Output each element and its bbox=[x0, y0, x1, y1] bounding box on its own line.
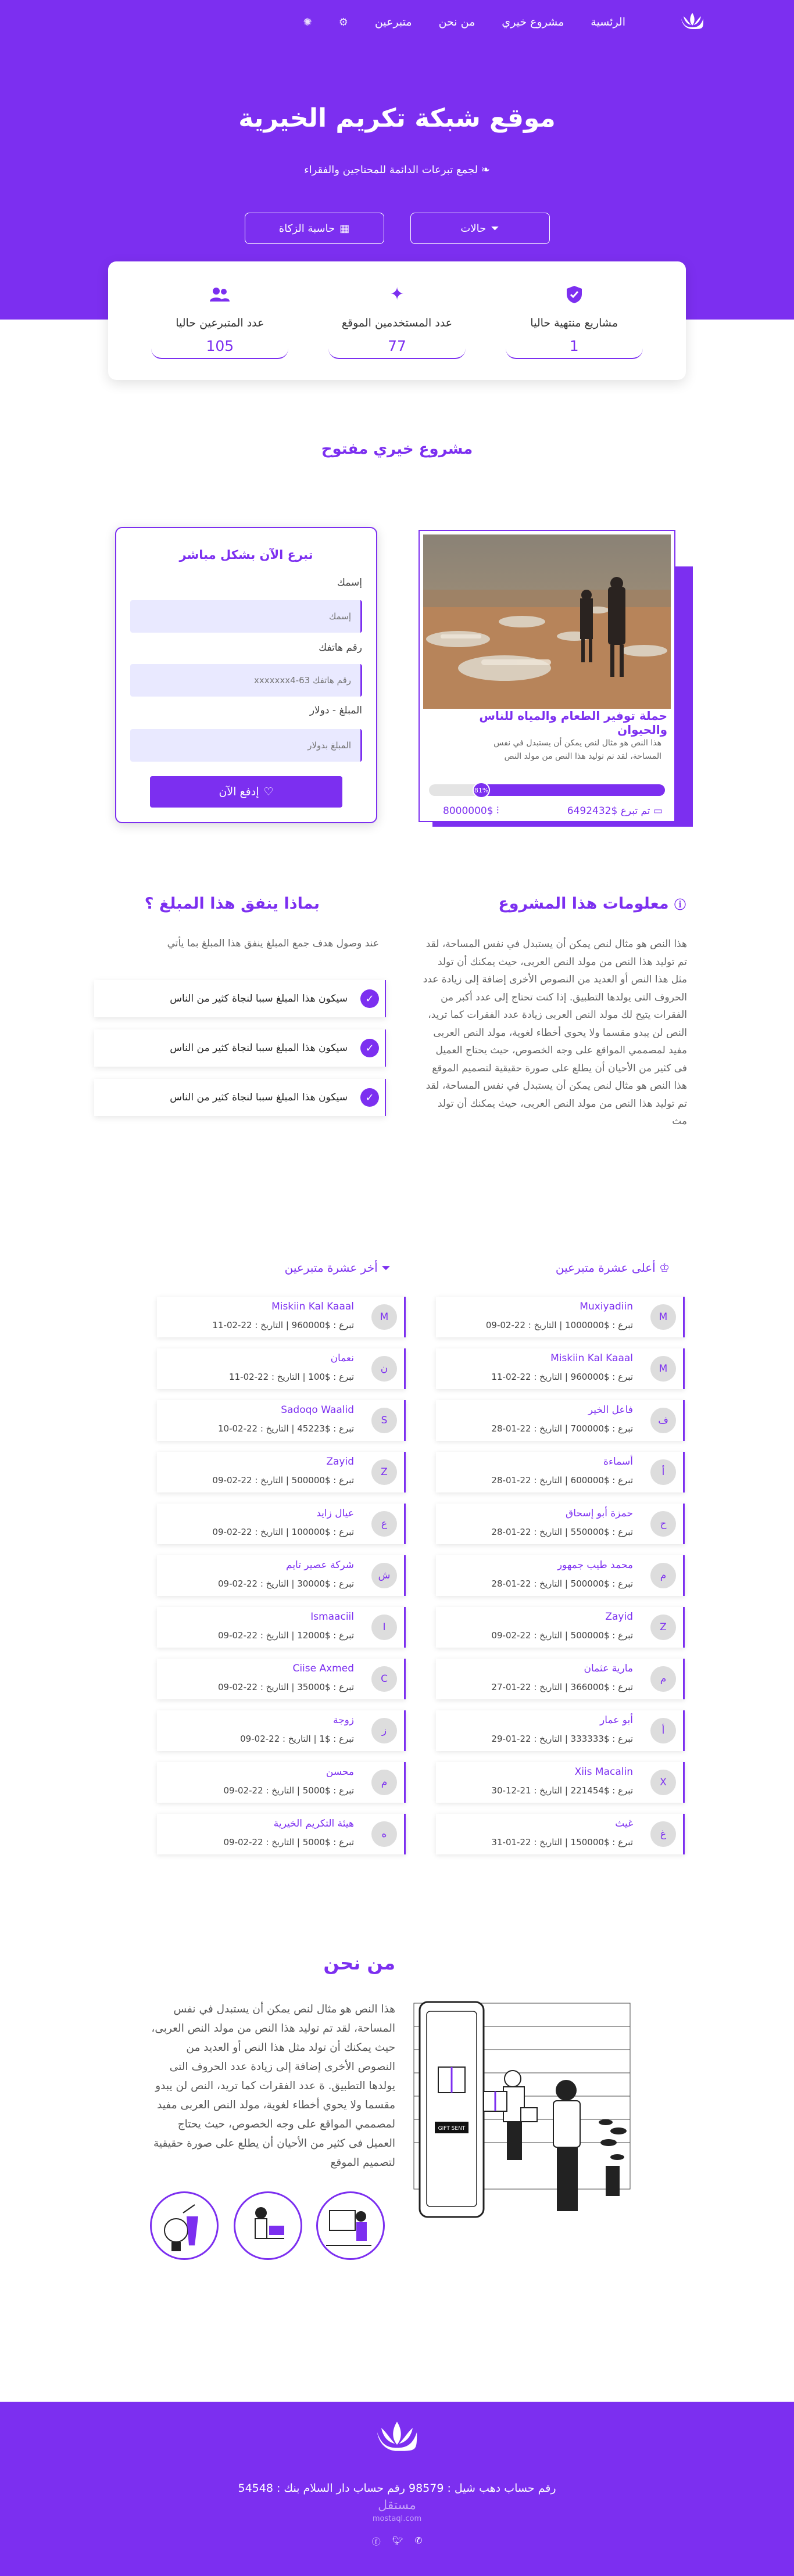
donor-name: Miskiin Kal Kaaal bbox=[550, 1352, 633, 1364]
cases-button[interactable]: ⏷ حالات bbox=[410, 213, 550, 244]
settings-gear-icon[interactable]: ⚙ bbox=[338, 16, 348, 28]
progress-badge: 81% bbox=[473, 782, 490, 798]
stats-card bbox=[108, 261, 686, 380]
donor-name: Ismaaciil bbox=[310, 1611, 354, 1623]
why-item: ✓ سيكون هذا المبلغ سببا لنجاة كثير من الناس bbox=[94, 1079, 386, 1116]
donor-info: تبرع : $12000 | التاريخ : 22-02-09 bbox=[217, 1630, 354, 1641]
pay-now-button[interactable]: ♡ إدفع الآن bbox=[150, 776, 342, 808]
trophy-icon: ♔ bbox=[659, 1261, 670, 1275]
donation-form bbox=[115, 527, 377, 823]
donated-amount: ▭ تم تبرع $6492432 bbox=[567, 805, 663, 817]
filter-icon: ⏷ bbox=[381, 1261, 391, 1275]
donor-avatar: م bbox=[650, 1563, 676, 1588]
phone-input[interactable] bbox=[130, 664, 362, 697]
gift-sent-label: GIFT SENT bbox=[438, 2126, 466, 2132]
social-links bbox=[0, 2535, 794, 2548]
donor-info: تبرع : $500000 | التاريخ : 22-02-09 bbox=[491, 1630, 633, 1641]
donor-row bbox=[157, 1762, 406, 1803]
donor-row bbox=[157, 1504, 406, 1544]
donor-row bbox=[157, 1814, 406, 1854]
donor-avatar: M bbox=[371, 1304, 397, 1330]
gift-delivery-illustration bbox=[402, 1992, 642, 2224]
chart-icon: ⫶ bbox=[496, 805, 499, 817]
donor-info: تبرع : $500000 | التاريخ : 22-02-09 bbox=[212, 1475, 354, 1486]
donor-name: فاعل الخير bbox=[588, 1404, 633, 1416]
heart-icon: ♡ bbox=[263, 785, 274, 798]
donor-avatar: أ bbox=[650, 1459, 676, 1485]
nav-donors[interactable]: متبرعين bbox=[374, 16, 412, 28]
donor-info: تبرع : $45223 | التاريخ : 22-02-10 bbox=[217, 1423, 354, 1434]
facebook-icon[interactable]: ⓕ bbox=[371, 2536, 381, 2547]
donor-info: تبرع : $35000 | التاريخ : 22-02-09 bbox=[217, 1682, 354, 1692]
project-description: هذا النص هو مثال لنص يمكن أن يستبدل في نفس المساحة، لقد تم توليد هذا النص من مولد النص bbox=[493, 738, 661, 761]
donor-info: تبرع : $100000 | التاريخ : 22-02-09 bbox=[212, 1527, 354, 1537]
calculator-icon: ▦ bbox=[339, 222, 350, 235]
donor-row bbox=[157, 1555, 406, 1596]
donor-info: تبرع : $150000 | التاريخ : 22-01-31 bbox=[491, 1837, 633, 1847]
donor-avatar: M bbox=[650, 1356, 676, 1382]
donor-avatar: ش bbox=[371, 1563, 397, 1588]
donor-row bbox=[436, 1762, 685, 1803]
donor-name: Zayid bbox=[326, 1456, 354, 1468]
donor-row bbox=[157, 1607, 406, 1648]
donor-row bbox=[436, 1814, 685, 1854]
donor-avatar: أ bbox=[650, 1718, 676, 1743]
donor-info: تبرع : $1 | التاريخ : 22-02-09 bbox=[240, 1734, 354, 1744]
about-text: هذا النص هو مثال لنص يمكن أن يستبدل في نفس المساحة، لقد تم توليد هذا النص من مولد النص العربى، حيث يمكنك أن تولد مثل هذا النص أو العديد من النصوص الأخرى إضافة إلى زيادة عدد الحروف التى يولدها التطبيق. ة عدد الفقرات كما تريد، النص لن يبدو مقسما ولا يحوي أخطاء لغوية، مولد النص العربى مفيد لمصممي المواقع على وجه الخصوص، حيث يحتاج العميل فى كثير من الأحيان أن يطلع على صورة حقيقية لتصميم الموقع bbox=[151, 2003, 395, 2169]
filter-icon: ⏷ bbox=[491, 222, 499, 235]
project-section-title: مشروع خيري مفتوح bbox=[321, 440, 473, 458]
donor-name: Ciise Axmed bbox=[292, 1663, 354, 1674]
navbar bbox=[0, 0, 794, 48]
name-input[interactable] bbox=[130, 600, 362, 633]
donor-avatar: ز bbox=[371, 1718, 397, 1743]
donor-row bbox=[436, 1504, 685, 1544]
donor-info: تبرع : $333333 | التاريخ : 22-01-29 bbox=[491, 1734, 633, 1744]
donor-name: هيئة التكريم الخيرية bbox=[273, 1818, 354, 1829]
hero-buttons bbox=[0, 213, 794, 244]
hero-subtitle: ❧ لجمع تبرعات الدائمة للمحتاجين والفقراء bbox=[304, 164, 490, 176]
donor-name: Miskiin Kal Kaaal bbox=[271, 1301, 354, 1312]
donor-info: تبرع : $100 | التاريخ : 22-02-11 bbox=[229, 1372, 354, 1382]
nav-home[interactable]: الرئسية bbox=[591, 16, 625, 28]
amount-input[interactable] bbox=[130, 729, 362, 762]
donor-row bbox=[436, 1555, 685, 1596]
donor-row bbox=[157, 1400, 406, 1441]
donor-row bbox=[157, 1659, 406, 1699]
donor-avatar: C bbox=[371, 1666, 397, 1692]
donor-row bbox=[436, 1452, 685, 1492]
donor-name: Zayid bbox=[605, 1611, 633, 1623]
donor-avatar: غ bbox=[650, 1821, 676, 1847]
donor-name: حمزة أبو إسحاق bbox=[566, 1508, 633, 1519]
nav-links bbox=[303, 16, 625, 28]
check-icon: ✓ bbox=[360, 989, 379, 1008]
donor-avatar: ن bbox=[371, 1356, 397, 1382]
shield-icon bbox=[506, 283, 643, 306]
donor-info: تبرع : $700000 | التاريخ : 22-01-28 bbox=[491, 1423, 633, 1434]
donor-name: Xiis Macalin bbox=[574, 1766, 633, 1778]
donor-row bbox=[436, 1400, 685, 1441]
footer bbox=[0, 2402, 794, 2576]
last-donors-title: ⏷ أخر عشرة متبرعين bbox=[284, 1261, 391, 1275]
donor-name: أسماءة bbox=[603, 1456, 633, 1468]
donor-avatar: م bbox=[371, 1770, 397, 1795]
donor-name: شركة عصير تايم bbox=[286, 1559, 354, 1571]
donor-avatar: ه bbox=[371, 1821, 397, 1847]
site-logo[interactable] bbox=[678, 8, 707, 37]
watermark-url: mostaql.com bbox=[372, 2514, 422, 2523]
donor-name: Sadoqo Waalid bbox=[281, 1404, 354, 1416]
stat-value: 77 bbox=[328, 338, 466, 359]
donor-info: تبرع : $960000 | التاريخ : 22-02-11 bbox=[491, 1372, 633, 1382]
donor-row bbox=[436, 1710, 685, 1751]
amount-label: المبلغ - دولار bbox=[309, 705, 362, 716]
donor-info: تبرع : $30000 | التاريخ : 22-02-09 bbox=[217, 1578, 354, 1589]
donor-info: تبرع : $500000 | التاريخ : 22-01-28 bbox=[491, 1578, 633, 1589]
stat-projects: مشاريع منتهية حاليا 1 bbox=[506, 283, 643, 359]
donor-info: تبرع : $550000 | التاريخ : 22-01-28 bbox=[491, 1527, 633, 1537]
project-image bbox=[423, 534, 671, 709]
name-label: إسمك bbox=[337, 577, 362, 589]
donor-name: محسن bbox=[326, 1766, 354, 1778]
donor-info: تبرع : $221454 | التاريخ : 21-12-30 bbox=[491, 1785, 633, 1796]
donor-avatar: S bbox=[371, 1408, 397, 1433]
check-icon: ✓ bbox=[360, 1039, 379, 1057]
stat-users: ✦ عدد المستخدمين الموقع 77 bbox=[328, 283, 466, 359]
project-card[interactable] bbox=[419, 530, 675, 822]
donor-name: زوجة bbox=[332, 1714, 354, 1726]
info-text: هذا النص هو مثال لنص يمكن أن يستبدل في نفس المساحة، لقد تم توليد هذا النص من مولد النص العربى، حيث يمكنك أن تولد مثل هذا النص أو العديد من النصوص الأخرى إضافة إلى زيادة عدد الحروف التى يولدها التطبيق. إذا كنت تحتاج إلى عدد أكبر من الفقرات يتيح لك مولد النص العربى زيادة عدد الفقرات كما تريد، النص لن يبدو مقسما ولا يحوي أخطاء لغوية، مولد النص العربى مفيد لمصممي المواقع على وجه الخصوص، حيث يحتاج العميل فى كثير من الأحيان أن يطلع على صورة حقيقية لتصميم الموقع هذا النص هو مثال لنص يمكن أن يستبدل في نفس المساحة، لقد تم توليد هذا النص من مولد النص العربى، حيث يمكنك أن تولد مث bbox=[423, 938, 687, 1127]
theme-sun-icon[interactable]: ✺ bbox=[303, 16, 312, 28]
donor-name: نعمان bbox=[330, 1352, 354, 1364]
nav-about[interactable]: من نحن bbox=[438, 16, 475, 28]
check-icon: ✓ bbox=[360, 1088, 379, 1107]
why-item: ✓ سيكون هذا المبلغ سببا لنجاة كثير من الناس bbox=[94, 980, 386, 1017]
about-title: من نحن bbox=[323, 1952, 395, 1974]
stat-donors: عدد المتبرعين حاليا 105 bbox=[151, 283, 288, 359]
donor-row bbox=[436, 1297, 685, 1337]
donor-row bbox=[157, 1348, 406, 1389]
donor-info: تبرع : $1000000 | التاريخ : 22-02-09 bbox=[485, 1320, 633, 1330]
money-icon: ▭ bbox=[653, 805, 663, 817]
donor-row bbox=[436, 1348, 685, 1389]
donor-row bbox=[436, 1659, 685, 1699]
top-donors-title: ♔ أعلى عشرة متبرعين bbox=[555, 1261, 670, 1275]
footer-logo bbox=[371, 2413, 423, 2466]
stat-value: 1 bbox=[506, 338, 643, 359]
donor-name: محمد طيب جمهور bbox=[557, 1559, 633, 1571]
goal-amount: ⫶ 8000000$ bbox=[443, 805, 499, 817]
donor-avatar: Z bbox=[371, 1459, 397, 1485]
donor-avatar: I bbox=[371, 1615, 397, 1640]
leaf-icon: ❧ bbox=[481, 164, 490, 176]
sparkles-icon: ✦ bbox=[389, 284, 405, 304]
donor-row bbox=[436, 1607, 685, 1648]
donor-info: تبرع : $960000 | التاريخ : 22-02-11 bbox=[212, 1320, 354, 1330]
twitter-icon[interactable]: 🐦︎ bbox=[392, 2535, 403, 2546]
about-image-1 bbox=[150, 2191, 219, 2260]
donor-name: عيال زايد bbox=[316, 1508, 354, 1519]
info-title: ⓘ معلومات هذا المشروع bbox=[498, 895, 686, 913]
donor-avatar: X bbox=[650, 1770, 676, 1795]
info-icon: ⓘ bbox=[674, 898, 686, 912]
whatsapp-icon[interactable]: ✆ bbox=[414, 2535, 423, 2546]
hero-title: موقع شبكة تكريم الخيرية bbox=[238, 103, 556, 133]
donor-name: Muxiyadiin bbox=[580, 1301, 633, 1312]
donor-name: غيث bbox=[615, 1818, 633, 1829]
zakat-calculator-button[interactable]: ▦ حاسبة الزكاة bbox=[245, 213, 384, 244]
donor-name: أبو عمار bbox=[599, 1714, 633, 1726]
donor-name: مارية عثمان bbox=[584, 1663, 633, 1674]
donor-avatar: Z bbox=[650, 1615, 676, 1640]
donor-row bbox=[157, 1452, 406, 1492]
donor-avatar: ف bbox=[650, 1408, 676, 1433]
donor-row bbox=[157, 1297, 406, 1337]
why-title: بماذا ينفق هذا المبلغ ؟ bbox=[144, 895, 320, 913]
why-item: ✓ سيكون هذا المبلغ سببا لنجاة كثير من الناس bbox=[94, 1029, 386, 1067]
donor-row bbox=[157, 1710, 406, 1751]
donor-info: تبرع : $5000 | التاريخ : 22-02-09 bbox=[223, 1837, 354, 1847]
donor-avatar: م bbox=[650, 1666, 676, 1692]
stat-value: 105 bbox=[151, 338, 288, 359]
donor-info: تبرع : $366000 | التاريخ : 22-01-27 bbox=[491, 1682, 633, 1692]
users-icon bbox=[151, 283, 288, 306]
about-image-2 bbox=[234, 2191, 302, 2260]
form-title: تبرع الآن بشكل مباشر bbox=[179, 548, 313, 562]
bank-accounts-text: رقم حساب دهب شيل : 98579 رقم حساب دار السلام بنك : 54548 bbox=[238, 2482, 556, 2495]
nav-project[interactable]: مشروع خيري bbox=[502, 16, 564, 28]
donor-avatar: ع bbox=[371, 1511, 397, 1537]
about-image-3 bbox=[316, 2191, 385, 2260]
progress-fill bbox=[474, 784, 665, 796]
why-intro: عند وصول هدف جمع المبلغ ينفق هذا المبلغ بما يأتي bbox=[167, 938, 379, 949]
phone-label: رقم هاتفك bbox=[319, 642, 362, 654]
donor-info: تبرع : $5000 | التاريخ : 22-02-09 bbox=[223, 1785, 354, 1796]
project-title[interactable]: حملة توفير الطعام والمياه للناس والحيوان bbox=[479, 709, 667, 737]
watermark-text: مستقل bbox=[378, 2498, 416, 2513]
donor-avatar: M bbox=[650, 1304, 676, 1330]
progress-bar bbox=[429, 784, 665, 796]
donor-avatar: ح bbox=[650, 1511, 676, 1537]
donor-info: تبرع : $600000 | التاريخ : 22-01-28 bbox=[491, 1475, 633, 1486]
